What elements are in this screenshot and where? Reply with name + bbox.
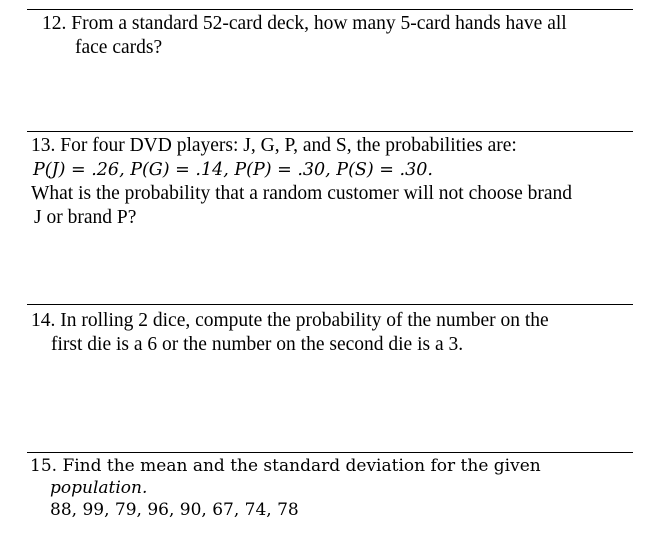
question-15 — [30, 455, 541, 521]
question-12-line-2: face cards? — [75, 37, 163, 58]
question-13 — [31, 134, 572, 230]
question-15-line-2: population. — [50, 478, 148, 498]
section-divider — [27, 452, 633, 453]
question-13-line-3: What is the probability that a random customer will not choose brand — [31, 183, 572, 204]
question-15-data-values: 88, 99, 79, 96, 90, 67, 74, 78 — [50, 500, 299, 520]
section-divider — [27, 131, 633, 132]
question-15-line-1: 15. Find the mean and the standard deviation for the given — [30, 456, 541, 476]
question-13-line-4: J or brand P? — [34, 207, 137, 228]
question-13-line-1: 13. For four DVD players: J, G, P, and S, the probabilities are: — [31, 135, 517, 156]
question-12 — [42, 12, 567, 60]
question-14 — [31, 309, 549, 357]
question-14-line-1: 14. In rolling 2 dice, compute the probability of the number on the — [31, 310, 549, 331]
section-divider — [27, 304, 633, 305]
question-14-line-2: first die is a 6 or the number on the second die is a 3. — [51, 334, 464, 355]
question-12-line-1: 12. From a standard 52-card deck, how many 5-card hands have all — [42, 13, 567, 34]
question-13-probabilities: P(J) = .26, P(G) = .14, P(P) = .30, P(S) = .30. — [33, 160, 433, 180]
section-divider — [27, 9, 633, 10]
